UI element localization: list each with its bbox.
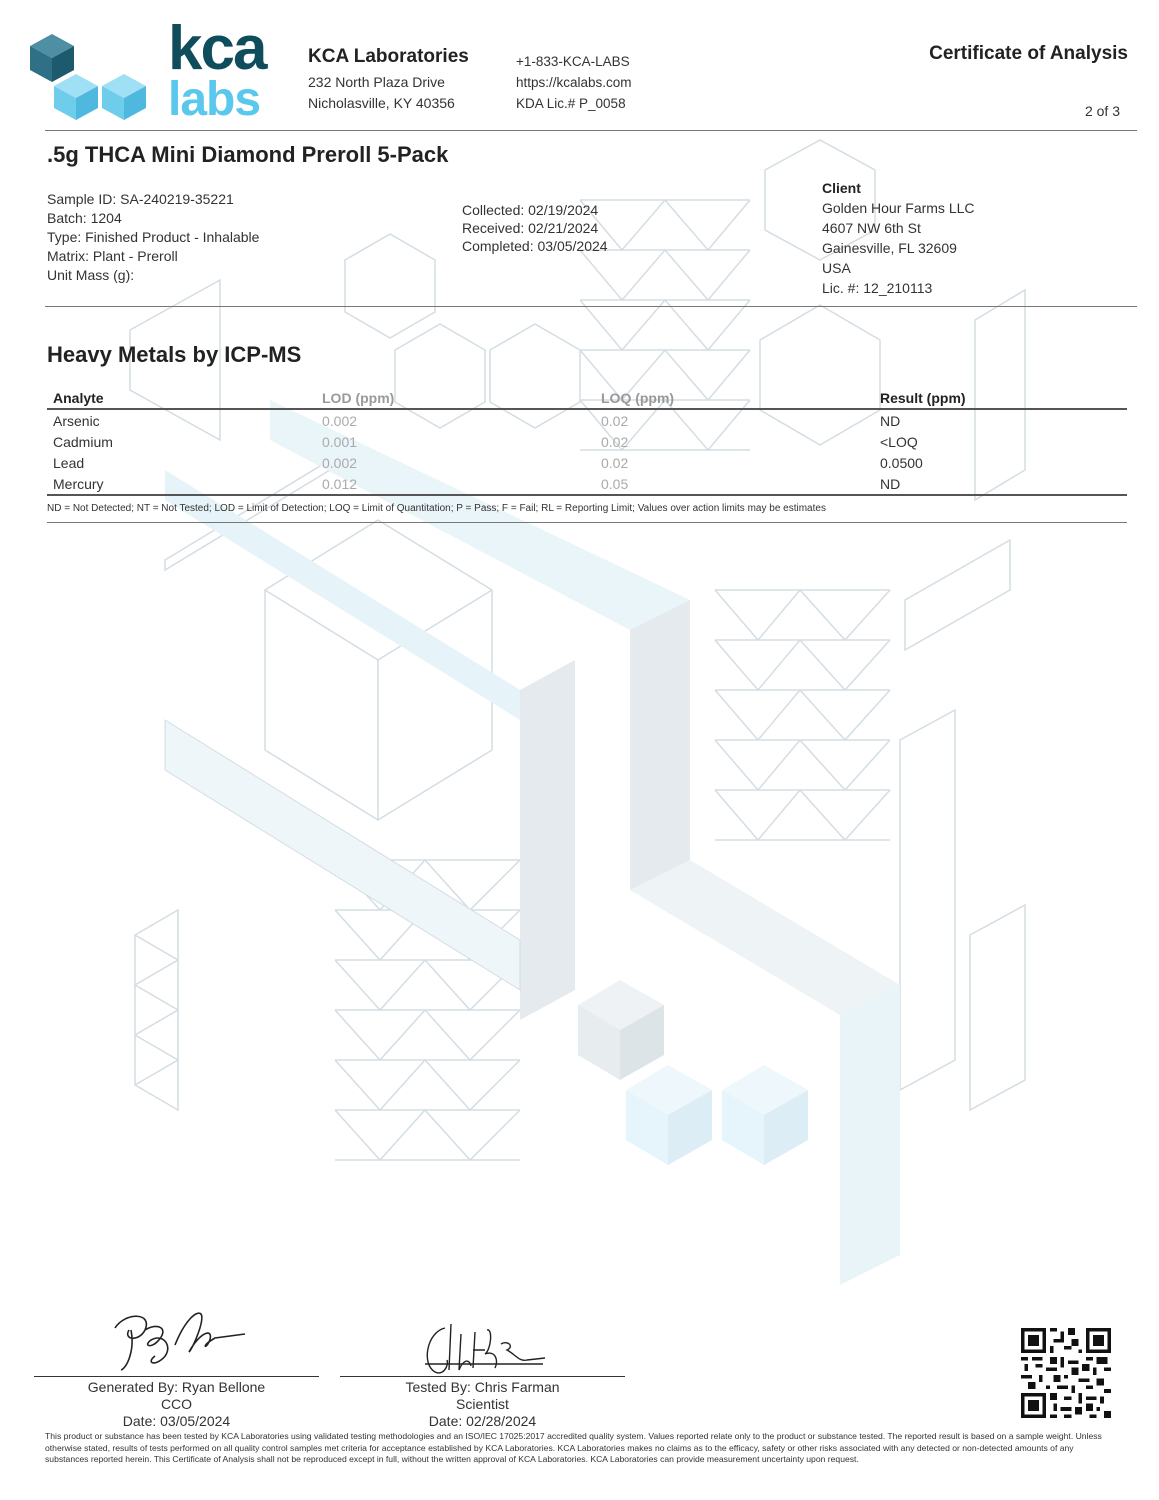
product-title: .5g THCA Mini Diamond Preroll 5-Pack bbox=[47, 142, 449, 167]
loq-cell: 0.02 bbox=[601, 454, 629, 471]
lab-license: KDA Lic.# P_0058 bbox=[516, 96, 626, 111]
column-header-lod: LOD (ppm) bbox=[316, 387, 595, 409]
sample-id: Sample ID: SA-240219-35221 bbox=[47, 191, 234, 207]
generated-by-name: Generated By: Ryan Bellone bbox=[87, 1379, 266, 1395]
table-header-row bbox=[47, 387, 1127, 409]
result-cell: ND bbox=[880, 412, 901, 429]
section-title: Heavy Metals by ICP-MS bbox=[47, 342, 302, 367]
unit-mass: Unit Mass (g): bbox=[47, 267, 135, 283]
client-country: USA bbox=[822, 260, 851, 276]
tested-by-role: Scientist bbox=[456, 1396, 509, 1412]
lod-cell: 0.002 bbox=[322, 454, 358, 471]
sample-info bbox=[47, 190, 259, 285]
completed-date: Completed: 03/05/2024 bbox=[462, 238, 608, 254]
table-row bbox=[47, 473, 1127, 495]
client-info bbox=[822, 178, 975, 298]
analyte-cell: Arsenic bbox=[53, 412, 100, 429]
column-header-analyte: Analyte bbox=[47, 387, 316, 409]
tested-by-block bbox=[340, 1379, 625, 1430]
analyte-cell: Mercury bbox=[47, 473, 316, 495]
lab-address-line1: 232 North Plaza Drive bbox=[308, 74, 445, 90]
client-city: Gainesville, FL 32609 bbox=[822, 240, 957, 256]
abbreviation-legend: ND = Not Detected; NT = Not Tested; LOD = Limit of Detection; LOQ = Limit of Quantitation; P = Pass; F = Fail; RL = Reporting Limit; Values over action limits may be estimates bbox=[47, 503, 1127, 523]
column-header-loq: LOQ (ppm) bbox=[595, 387, 874, 409]
lab-address-line2: Nicholasville, KY 40356 bbox=[308, 95, 455, 111]
tested-by-date: Date: 02/28/2024 bbox=[428, 1413, 537, 1429]
generated-by-block bbox=[34, 1379, 319, 1430]
loq-cell: 0.05 bbox=[595, 473, 874, 495]
heavy-metals-table bbox=[47, 387, 1127, 496]
client-license: Lic. #: 12_210113 bbox=[822, 280, 933, 296]
column-header-result: Result (ppm) bbox=[874, 387, 1127, 409]
logo-text-kca: kca bbox=[168, 14, 266, 83]
sample-type: Type: Finished Product - Inhalable bbox=[47, 229, 260, 245]
matrix: Matrix: Plant - Preroll bbox=[47, 248, 178, 264]
result-cell: ND bbox=[874, 473, 1127, 495]
client-street: 4607 NW 6th St bbox=[822, 220, 921, 236]
loq-cell: 0.02 bbox=[601, 433, 629, 450]
received-date: Received: 02/21/2024 bbox=[462, 220, 599, 236]
lab-website[interactable]: https://kcalabs.com bbox=[516, 75, 632, 90]
result-cell: 0.0500 bbox=[880, 454, 923, 471]
lab-phone: +1-833-KCA-LABS bbox=[516, 54, 630, 69]
legal-disclaimer: This product or substance has been tested by KCA Laboratories using validated testing methodologies and an ISO/IEC 17025:2017 accredited quality system. Values reported relate only to the product or substance tested. The reported result is based on a sample weight. Unless otherwise stated, results of tests performed on all quality control samples met criteria for acceptance established by KCA Laboratories. KCA Laboratories makes no claims as to the efficacy, safety or other risks associated with any detected or non-detected amounts of any substances reported herein. This Certificate of Analysis shall not be reproduced except in full, without the written approval of KCA Laboratories. KCA Laboratories can provide measurement uncertainty upon request. bbox=[45, 1431, 1102, 1464]
collected-date: Collected: 02/19/2024 bbox=[462, 202, 599, 218]
tested-by-name: Tested By: Chris Farman bbox=[405, 1379, 560, 1395]
qr-code-icon[interactable] bbox=[1021, 1328, 1111, 1418]
batch: Batch: 1204 bbox=[47, 210, 122, 226]
lab-contact bbox=[516, 51, 632, 114]
signature-line-generated bbox=[34, 1376, 319, 1377]
page-number: 2 of 3 bbox=[1084, 103, 1120, 119]
table-row bbox=[47, 409, 1127, 431]
lod-cell: 0.012 bbox=[316, 473, 595, 495]
client-name: Golden Hour Farms LLC bbox=[822, 200, 975, 216]
product-divider bbox=[45, 306, 1137, 307]
lod-cell: 0.002 bbox=[322, 412, 358, 429]
lab-name: KCA Laboratories bbox=[308, 46, 469, 67]
generated-by-role: CCO bbox=[160, 1396, 193, 1412]
table-row bbox=[47, 452, 1127, 473]
signature-chris-farman bbox=[415, 1320, 550, 1378]
kca-logo-cubes bbox=[28, 26, 153, 126]
table-row bbox=[47, 431, 1127, 452]
generated-by-date: Date: 03/05/2024 bbox=[122, 1413, 231, 1429]
logo-text-labs: labs bbox=[168, 73, 261, 126]
analyte-cell: Cadmium bbox=[53, 433, 113, 450]
result-cell: <LOQ bbox=[880, 433, 918, 450]
header-divider bbox=[45, 130, 1137, 131]
analyte-cell: Lead bbox=[53, 454, 85, 471]
document-title: Certificate of Analysis bbox=[929, 43, 1128, 64]
lod-cell: 0.001 bbox=[322, 433, 358, 450]
client-label: Client bbox=[822, 180, 861, 196]
signature-ryan-bellone bbox=[105, 1300, 255, 1375]
signature-line-tested bbox=[340, 1376, 625, 1377]
lab-address bbox=[308, 72, 455, 114]
loq-cell: 0.02 bbox=[601, 412, 629, 429]
sample-dates bbox=[462, 201, 608, 255]
